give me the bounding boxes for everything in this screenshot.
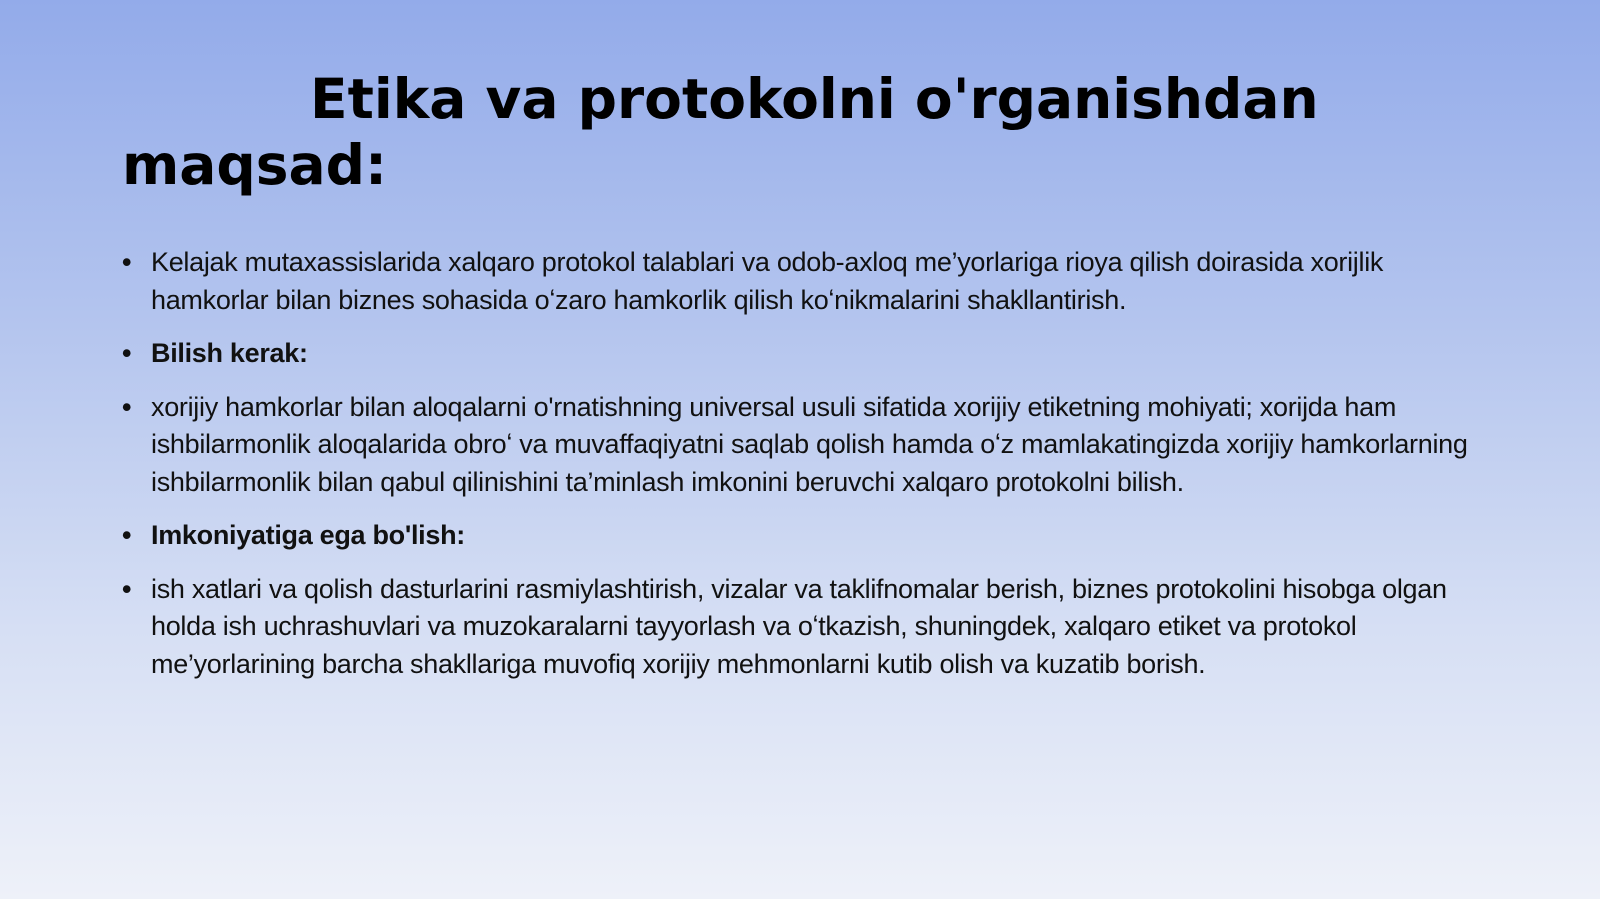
bullet-dot-icon: • (122, 391, 132, 422)
bullet-dot-icon: • (122, 573, 132, 604)
bullet-list (122, 244, 1482, 699)
bullet-item (122, 517, 1482, 555)
bullet-item (122, 335, 1482, 373)
bullet-text: xorijiy hamkorlar bilan aloqalarni o'rnatishning universal usuli sifatida xorijiy etiketning mohiyati; xorijda ham ishbilarmonlik aloqalarida obroʻ va muvaffaqiyatni saqlab qolish hamda oʻz mamlakatingizda xorijiy hamkorlarning ishbilarmonlik bilan qabul qilinishini ta’minlash imkonini beruvchi xalqaro protokolni bilish. (151, 391, 1468, 497)
bullet-item (122, 571, 1482, 684)
bullet-text: Kelajak mutaxassislarida xalqaro protokol talablari va odob-axloq me’yorlariga rioya qilish doirasida xorijlik hamkorlar bilan biznes sohasida oʻzaro hamkorlik qilish koʻnikmalarini shakllantirish. (151, 247, 1384, 315)
bullet-item (122, 244, 1482, 319)
bullet-heading: Imkoniyatiga ega bo'lish: (151, 520, 465, 550)
bullet-dot-icon: • (122, 247, 132, 277)
bullet-dot-icon: • (122, 338, 132, 368)
bullet-dot-icon: • (122, 520, 132, 550)
bullet-item (122, 389, 1482, 502)
bullet-heading: Bilish kerak: (151, 338, 308, 368)
slide-title: Etika va protokolni o'rganishdan maqsad: (122, 67, 1319, 197)
bullet-text: ish xatlari va qolish dasturlarini rasmiylashtirish, vizalar va taklifnomalar berish, biznes protokolini hisobga olgan holda ish uchrashuvlari va muzokaralarni tayyorlash va oʻtkazish, shuningdek, xalqaro etiket va protokol me’yorlarining barcha shakllariga muvofiq xorijiy mehmonlarni kutib olish va kuzatib borish. (151, 573, 1447, 679)
